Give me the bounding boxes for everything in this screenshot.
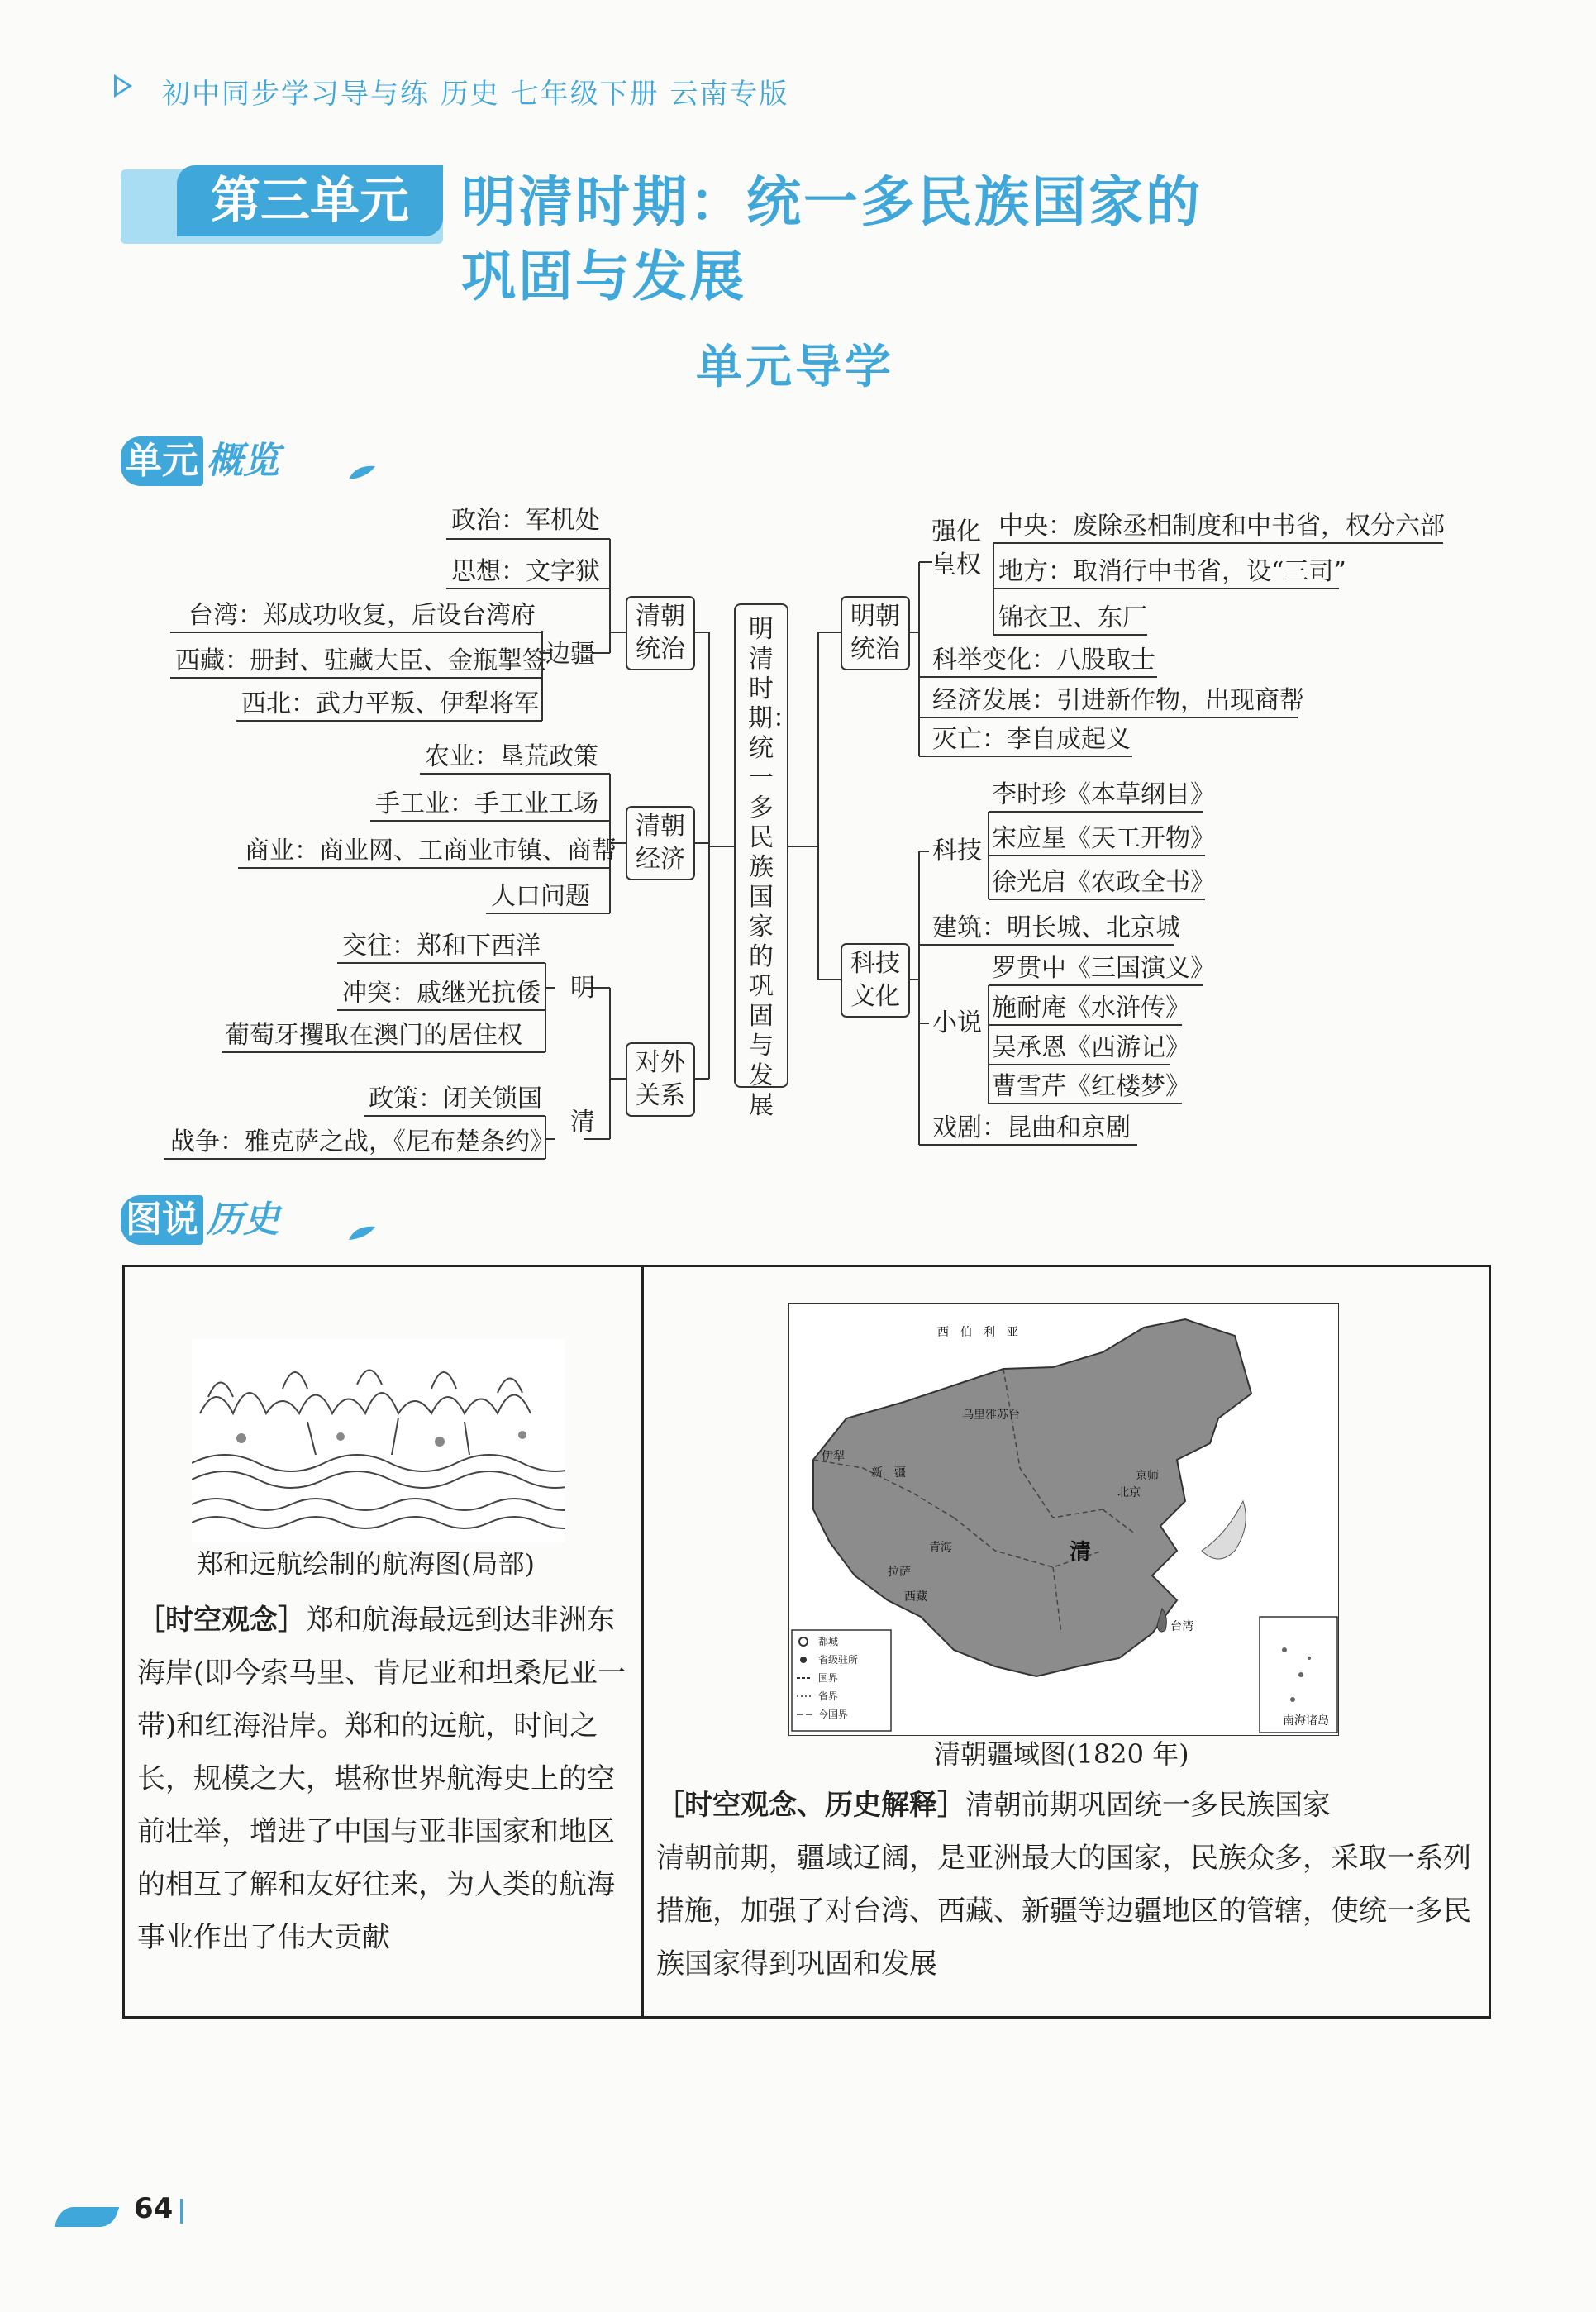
node-novel3: 吴承恩《西游记》 (992, 1033, 1190, 1062)
node-macau: 葡萄牙攫取在澳门的居住权 (225, 1021, 522, 1050)
map-siberia: 西 伯 利 亚 (937, 1326, 1018, 1339)
page-divider (180, 2199, 183, 2224)
node-policy: 政策：闭关锁国 (369, 1084, 542, 1113)
node-northwest: 西北：武力平叛、伊犁将军 (241, 689, 539, 718)
branch-qing-economy: 清朝经济 (636, 812, 685, 874)
left-caption: 郑和远航绘制的航海图(局部) (197, 1548, 535, 1580)
node-border: 边疆 (545, 640, 595, 669)
left-paragraph (137, 1594, 628, 1964)
node-guards: 锦衣卫、东厂 (998, 603, 1147, 632)
map-xinjiang: 新 疆 (871, 1466, 906, 1480)
node-war: 战争：雅克萨之战，《尼布楚条约》 (170, 1127, 555, 1156)
right-caption: 清朝疆域图(1820 年) (934, 1738, 1189, 1770)
node-handicraft: 手工业：手工业工场 (375, 789, 598, 818)
node-politics: 政治：军机处 (451, 506, 600, 535)
branch-foreign: 对外关系 (636, 1048, 685, 1110)
branch-culture: 科技文化 (850, 949, 900, 1011)
right-text: 清朝前期，疆域辽阔，是亚洲最大的国家，民族众多，采取一系列措施，加强了对台湾、西藏、新疆等边疆地区的管辖，使统一多民族国家得到巩固和发展 (656, 1842, 1471, 1981)
page-number: 64 (134, 2192, 174, 2225)
map-qing: 清 (1070, 1540, 1092, 1565)
node-local: 地方：取消行中书省，设“三司” (998, 557, 1346, 586)
leaf-icon (347, 1225, 377, 1242)
unit-label: 第三单元 (177, 165, 443, 236)
node-conflict: 冲突：戚继光抗倭 (342, 979, 541, 1008)
map-uliastai: 乌里雅苏台 (962, 1409, 1020, 1422)
frame-divider (641, 1265, 644, 2019)
node-drama: 戏剧：昆曲和京剧 (932, 1113, 1131, 1142)
node-tibet: 西藏：册封、驻藏大臣、金瓶掣签 (175, 646, 547, 675)
node-central: 中央：废除丞相制度和中书省，权分六部 (998, 512, 1445, 541)
node-sci2: 宋应星《天工开物》 (992, 824, 1215, 853)
left-tag: ［时空观念］ (137, 1604, 306, 1637)
right-paragraph (656, 1779, 1475, 1990)
mind-map-center (734, 603, 798, 1120)
node-architecture: 建筑：明长城、北京城 (932, 913, 1180, 942)
right-lead: 清朝前期巩固统一多民族国家 (965, 1789, 1331, 1822)
map-qinghai: 青海 (929, 1541, 952, 1554)
node-taiwan: 台湾：郑成功收复，后设台湾府 (188, 601, 536, 630)
map-south-sea: 南海诸岛 (1283, 1714, 1329, 1728)
zheng-he-chart-image (192, 1339, 565, 1542)
section-tag-pictures-a: 图说 (121, 1195, 203, 1245)
right-tag: ［时空观念、历史解释］ (656, 1789, 965, 1822)
unit-title-line1: 明清时期：统一多民族国家的 (461, 170, 1203, 234)
legend-prov: 省界 (818, 1690, 839, 1702)
section-tag-pictures (121, 1195, 279, 1245)
section-tag-pictures-b: 历史 (207, 1199, 279, 1241)
map-yili: 伊犁 (822, 1450, 845, 1463)
legend-capital: 都城 (818, 1636, 839, 1647)
branch-ming-rule: 明朝统治 (850, 602, 900, 664)
map-tibet: 西藏 (904, 1590, 927, 1604)
map-jingshi: 京师 (1136, 1470, 1159, 1483)
node-economy: 经济发展：引进新作物，出现商帮 (932, 686, 1304, 715)
map-taiwan: 台湾 (1170, 1620, 1193, 1633)
node-novel1: 罗贯中《三国演义》 (992, 954, 1215, 983)
node-agriculture: 农业：垦荒政策 (425, 742, 598, 771)
book-series-title: 初中同步学习导与练 历史 七年级下册 云南专版 (162, 78, 789, 111)
legend-seat: 省级驻所 (818, 1654, 859, 1666)
section-tag-overview-a: 单元 (121, 436, 203, 486)
map-lhasa: 拉萨 (888, 1566, 911, 1579)
left-text: 郑和航海最远到达非洲东海岸(即今索马里、肯尼亚和坦桑尼亚一带)和红海沿岸。郑和的远航，时间之长，规模之大，堪称世界航海史上的空前壮举，增进了中国与亚非国家和地区的相互了解和友好往来，为人类的航海事业作出了伟大贡献 (137, 1604, 626, 1954)
node-sci3: 徐光启《农政全书》 (992, 868, 1215, 897)
legend-modern: 今国界 (818, 1709, 849, 1720)
node-population: 人口问题 (491, 882, 590, 911)
section-tag-overview-b: 概览 (207, 440, 279, 482)
map-beijing: 北京 (1117, 1486, 1141, 1499)
node-science: 科技 (932, 837, 982, 865)
node-novel: 小说 (932, 1008, 982, 1037)
node-exam: 科举变化：八股取士 (932, 646, 1155, 675)
node-novel4: 曹雪芹《红楼梦》 (992, 1072, 1190, 1101)
unit-subtitle: 单元导学 (696, 341, 894, 394)
center-topic-text: 明清时期：统一多民族国家的巩固与发展 (748, 615, 798, 1120)
node-novel2: 施耐庵《水浒传》 (992, 994, 1190, 1023)
qing-territory-map (788, 1303, 1339, 1736)
node-commerce: 商业：商业网、工商业市镇、商帮 (245, 837, 617, 865)
legend-border: 国界 (818, 1672, 839, 1684)
node-ming-label: 明 (570, 974, 595, 1003)
unit-title-line2: 巩固与发展 (461, 245, 746, 308)
node-exchange: 交往：郑和下西洋 (342, 932, 541, 961)
node-qing-label: 清 (570, 1108, 595, 1137)
branch-qing-rule: 清朝统治 (636, 602, 685, 664)
node-sci1: 李时珍《本草纲目》 (992, 780, 1215, 809)
node-strengthen: 强化皇权 (931, 517, 981, 579)
node-thought: 思想：文字狱 (451, 557, 600, 586)
node-fall: 灭亡：李自成起义 (932, 725, 1131, 754)
